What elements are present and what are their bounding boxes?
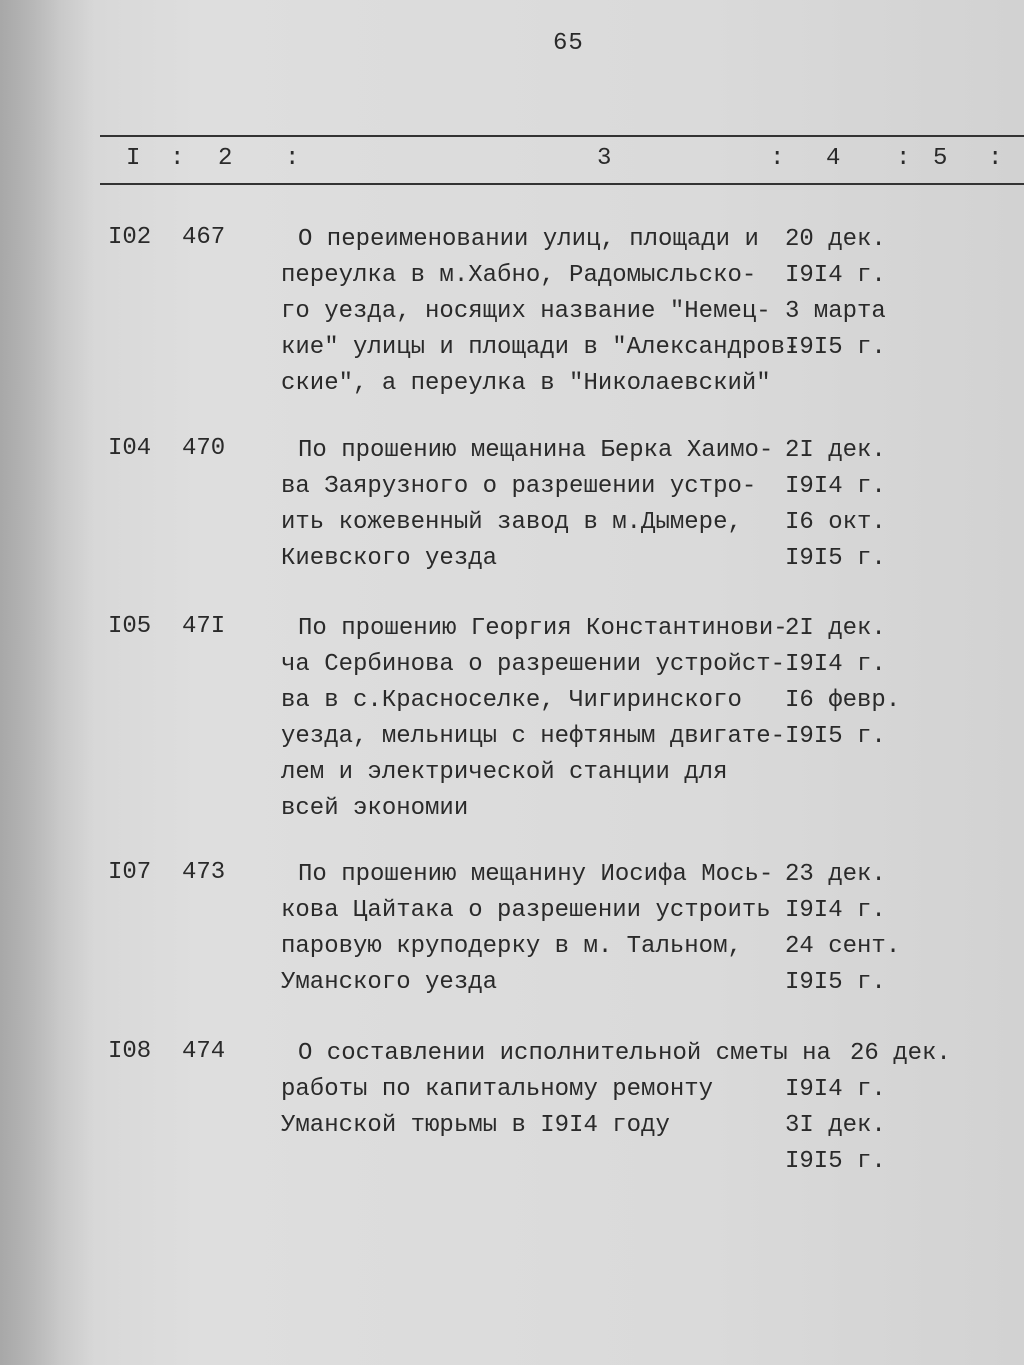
entry-date: I9I5 г. xyxy=(785,1148,886,1175)
entry-description-line: кие" улицы и площади в "Александров- xyxy=(281,334,800,361)
entry-date: I9I5 г. xyxy=(785,545,886,572)
column-separator: : xyxy=(170,145,185,172)
entry-date: I9I5 г. xyxy=(785,334,886,361)
entry-description-line: лем и электрической станции для xyxy=(281,759,728,786)
column-header-5: 5 xyxy=(933,145,948,172)
entry-description-line: ва Заярузного о разрешении устро- xyxy=(281,473,757,500)
table-top-rule xyxy=(100,135,1024,137)
entry-description-line: уезда, мельницы с нефтяным двигате- xyxy=(281,723,786,750)
entry-date: I9I4 г. xyxy=(785,897,886,924)
entry-description-line: всей экономии xyxy=(281,795,469,822)
entry-description-line: ча Сербинова о разрешении устройст- xyxy=(281,651,786,678)
column-separator: : xyxy=(770,145,785,172)
entry-file-number: 47I xyxy=(182,613,226,640)
entry-date: 3 марта xyxy=(785,298,886,325)
table-header-rule xyxy=(100,183,1024,185)
entry-description-line: переулка в м.Хабно, Радомысльско- xyxy=(281,262,757,289)
entry-description-line: Киевского уезда xyxy=(281,545,498,572)
entry-file-number: 474 xyxy=(182,1038,226,1065)
page-number: 65 xyxy=(553,30,584,57)
entry-description-line: ить кожевенный завод в м.Дымере, xyxy=(281,509,742,536)
entry-description-line: О переименовании улиц, площади и xyxy=(298,226,759,253)
entry-date: 26 дек. xyxy=(850,1040,951,1067)
column-separator: : xyxy=(285,145,300,172)
column-separator: : xyxy=(896,145,911,172)
column-header-3: 3 xyxy=(597,145,612,172)
entry-date: 23 дек. xyxy=(785,861,886,888)
entry-date: I9I5 г. xyxy=(785,969,886,996)
entry-description-line: Уманского уезда xyxy=(281,969,498,996)
entry-number: I04 xyxy=(108,435,152,462)
entry-date: I9I4 г. xyxy=(785,473,886,500)
column-separator: : xyxy=(988,145,1003,172)
column-header-4: 4 xyxy=(826,145,841,172)
entry-date: I9I4 г. xyxy=(785,651,886,678)
entry-description-line: кова Цайтака о разрешении устроить xyxy=(281,897,771,924)
entry-date: 2I дек. xyxy=(785,615,886,642)
entry-number: I08 xyxy=(108,1038,152,1065)
entry-date: 20 дек. xyxy=(785,226,886,253)
entry-description-line: По прошению мещанина Берка Хаимо- xyxy=(298,437,774,464)
entry-description-line: О составлении исполнительной сметы на xyxy=(298,1040,831,1067)
page-edge-shadow xyxy=(0,0,95,1365)
entry-date: I9I5 г. xyxy=(785,723,886,750)
entry-description-line: паровую круподерку в м. Тальном, xyxy=(281,933,742,960)
entry-description-line: Уманской тюрьмы в I9I4 году xyxy=(281,1112,670,1139)
entry-description-line: го уезда, носящих название "Немец- xyxy=(281,298,771,325)
entry-date: I9I4 г. xyxy=(785,262,886,289)
entry-file-number: 467 xyxy=(182,224,226,251)
entry-description-line: По прошению Георгия Константинови- xyxy=(298,615,788,642)
entry-description-line: ва в с.Красноселке, Чигиринского xyxy=(281,687,742,714)
entry-number: I07 xyxy=(108,859,152,886)
entry-date: 3I дек. xyxy=(785,1112,886,1139)
entry-number: I05 xyxy=(108,613,152,640)
entry-description-line: По прошению мещанину Иосифа Мось- xyxy=(298,861,774,888)
entry-file-number: 473 xyxy=(182,859,226,886)
entry-description-line: работы по капитальному ремонту xyxy=(281,1076,714,1103)
entry-date: 24 сент. xyxy=(785,933,901,960)
entry-number: I02 xyxy=(108,224,152,251)
entry-file-number: 470 xyxy=(182,435,226,462)
column-header-2: 2 xyxy=(218,145,233,172)
column-header-I: I xyxy=(126,145,141,172)
entry-date: I9I4 г. xyxy=(785,1076,886,1103)
entry-date: 2I дек. xyxy=(785,437,886,464)
entry-description-line: ские", а переулка в "Николаевский" xyxy=(281,370,771,397)
entry-date: I6 окт. xyxy=(785,509,886,536)
entry-date: I6 февр. xyxy=(785,687,901,714)
